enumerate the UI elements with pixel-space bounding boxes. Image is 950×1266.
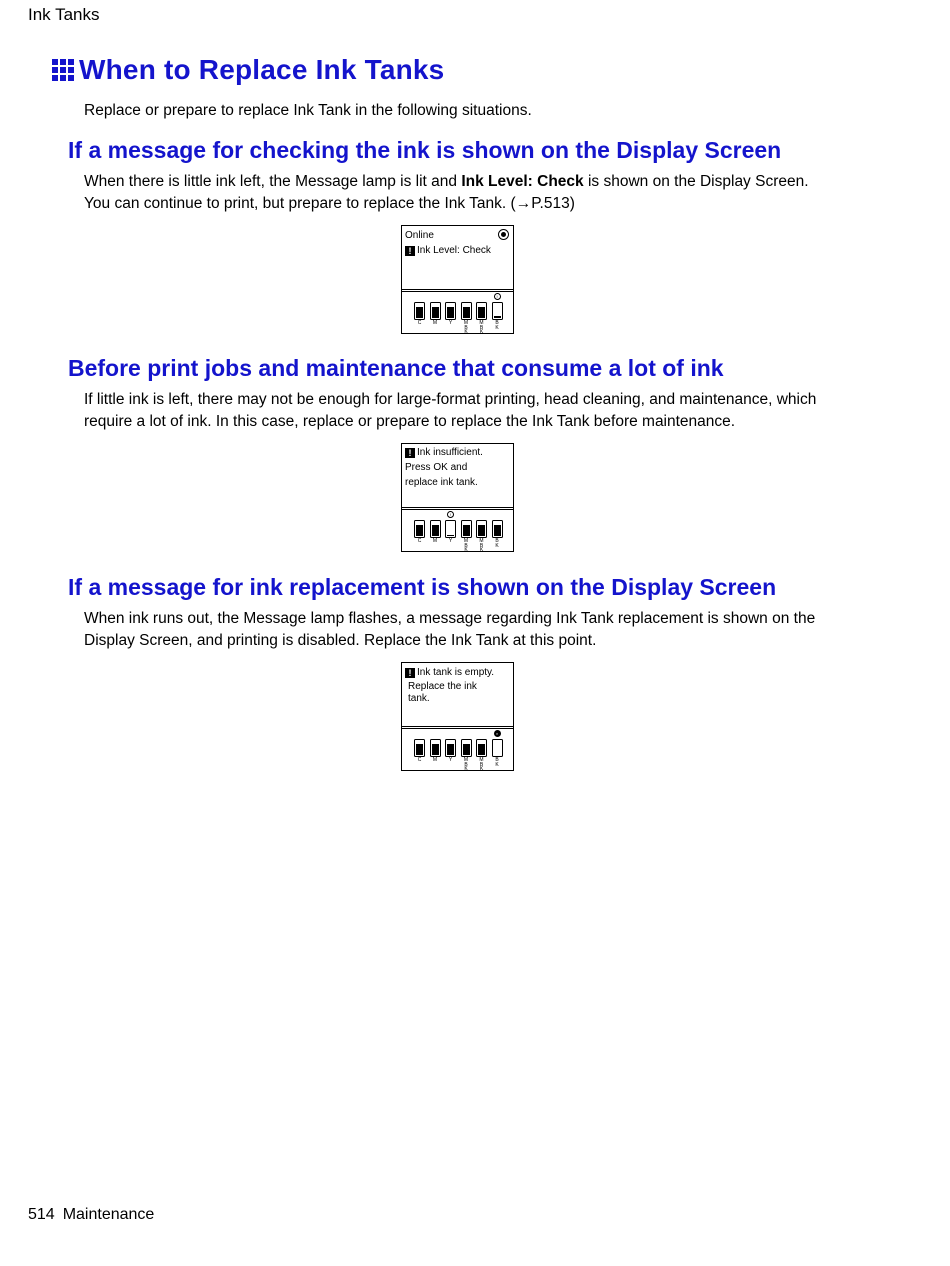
intro-paragraph: Replace or prepare to replace Ink Tank in the following situations. — [84, 102, 532, 119]
section-title-text: When to Replace Ink Tanks — [79, 54, 445, 85]
panel2-line2: Press OK and — [405, 462, 468, 473]
subsection-2-line-2: require a lot of ink. In this case, replace or prepare to replace the Ink Tank before maintenance. — [84, 413, 736, 430]
panel1-line2: Ink Level: Check — [417, 245, 491, 256]
ink-tank-label: B K — [495, 757, 499, 768]
ink-tank-label: B K — [495, 538, 499, 549]
panel3-line1: Ink tank is empty. — [417, 667, 495, 678]
panel1-line1: Online — [405, 230, 434, 241]
ink-tank-label: Y — [448, 320, 453, 326]
ink-tank-label: M — [432, 320, 438, 326]
ink-tank-gauges — [414, 731, 506, 772]
ink-tank-label: C — [417, 757, 422, 763]
display-screen-panel-2 — [401, 443, 514, 552]
page-footer — [28, 1206, 154, 1224]
ink-tank-label: C — [417, 538, 422, 544]
sub1-text-bold: Ink Level: Check — [461, 173, 584, 190]
ink-tank-label: M B K — [463, 320, 469, 335]
subsection-title-3: If a message for ink replacement is shown on the Display Screen — [68, 574, 777, 600]
subsection-title-1: If a message for checking the ink is shown on the Display Screen — [68, 137, 782, 163]
empty-icon: × — [494, 730, 501, 737]
ink-tank-label: M — [432, 538, 438, 544]
low-ink-icon: ! — [494, 293, 501, 300]
ink-tank-gauges — [414, 294, 506, 335]
footer-section: Maintenance — [62, 1206, 155, 1223]
subsection-1-line-2: You can continue to print, but prepare to replace the Ink Tank. (→P.513) — [84, 195, 575, 212]
warning-icon: ! — [405, 246, 415, 256]
subsection-3-line-2: Display Screen, and printing is disabled. Replace the Ink Tank at this point. — [84, 632, 597, 649]
panel1-line2-row — [405, 245, 491, 257]
panel2-line3: replace ink tank. — [405, 477, 478, 488]
panel3-line2: Replace the ink — [408, 681, 477, 692]
panel3-line3: tank. — [408, 693, 430, 704]
ink-tank-label: Y — [448, 538, 453, 544]
panel3-line1-row — [405, 667, 494, 679]
ink-tank-label: M B K — [479, 757, 484, 772]
section-title — [52, 54, 444, 86]
subsection-3-line-1: When ink runs out, the Message lamp flashes, a message regarding Ink Tank replacement is shown on the — [84, 610, 816, 627]
panel2-line1-row — [405, 447, 483, 459]
ink-tank-label: Y — [448, 757, 453, 763]
ink-tank-gauges — [414, 512, 506, 553]
page-number: 514 — [28, 1206, 55, 1223]
ink-tank-label: M B K — [463, 538, 469, 553]
subsection-1-line-1 — [84, 171, 864, 193]
sub1-text-after: is shown on the Display Screen. — [583, 173, 809, 190]
ink-tank-label: B K — [495, 320, 499, 331]
subsection-title-2: Before print jobs and maintenance that consume a lot of ink — [68, 355, 724, 381]
sub1-text-before: When there is little ink left, the Message lamp is lit and — [84, 173, 462, 190]
ink-tank-label: M B K — [463, 757, 469, 772]
grid-icon — [52, 59, 74, 81]
ink-tank-label: M B K — [479, 538, 484, 553]
subsection-2-line-1: If little ink is left, there may not be enough for large-format printing, head cleaning, and maintenance, which — [84, 391, 817, 408]
panel2-line1: Ink insufficient. — [417, 447, 483, 458]
ink-tank-label: M B K — [479, 320, 484, 335]
ink-tank-label: C — [417, 320, 422, 326]
running-head: Ink Tanks — [28, 5, 100, 24]
warning-icon: ! — [405, 668, 415, 678]
display-screen-panel-1 — [401, 225, 514, 334]
target-icon — [498, 229, 509, 240]
ink-tank-label: M — [432, 757, 438, 763]
display-screen-panel-3 — [401, 662, 514, 771]
low-ink-icon: ! — [447, 511, 454, 518]
warning-icon: ! — [405, 448, 415, 458]
